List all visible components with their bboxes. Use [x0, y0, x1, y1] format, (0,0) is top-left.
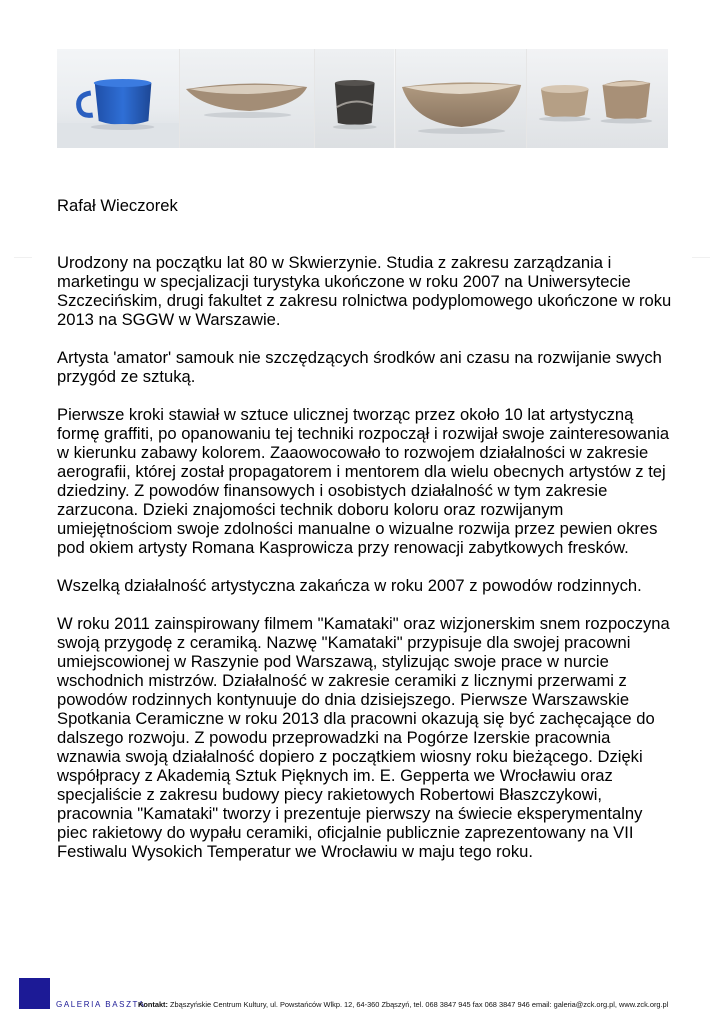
footer — [19, 978, 719, 1012]
photo-dark-cup — [315, 49, 394, 148]
photo-two-small-cups — [527, 49, 668, 148]
contact-label: Kontakt: — [138, 1000, 168, 1009]
photo-blue-cup — [57, 49, 179, 148]
margin-mark-right — [692, 257, 710, 258]
contact-details: Zbąszyńskie Centrum Kultury, ul. Powstańców Wlkp. 12, 64-360 Zbąszyń, tel. 068 3847 945 fax 068 3847 946 email: galeria@zck.org.pl, www.zck.org.pl — [170, 1000, 669, 1009]
photo-wide-clay-bowl — [396, 49, 526, 148]
galeria-baszta-logo-text: GALERIA BASZTA — [56, 1000, 146, 1009]
paragraph-ceramics: W roku 2011 zainspirowany filmem "Kamataki" oraz wizjonerskim snem rozpoczyna swoją przygodę z ceramiką. Nazwę "Kamataki" przypisuje dla swojej pracowni umiejscowionej w Raszynie pod Warszawą, stylizując swoje prace w nurcie wschodnich mistrzów. Działalność w zakresie ceramiki z licznymi przerwami z powodów rodzinnych kontynuuje do dnia dzisiejszego. Pierwsze Warszawskie Spotkania Ceramiczne w roku 2013 dla pracowni okazują się być zachęcające do dalszego rozwoju. Z powodu przeprowadzki na Pogórze Izerskie pracownia wznawia swoją działalność dopiero z początkiem wiosny roku bieżącego. Dzięki współpracy z Akademią Sztuk Pięknych im. E. Gepperta we Wrocławiu oraz specjaliście z zakresu budowy piecy rakietowych Robertowi Błaszczykowi, pracownia "Kamataki" tworzy i prezentuje pierwszy na świecie eksperymentalny piec rakietowy do wypału ceramiki, oficjalnie publicznie zaprezentowany na VII Festiwalu Wysokich Temperatur we Wrocławiu w maju tego roku. — [57, 614, 670, 861]
photo-flat-clay-bowl — [180, 49, 314, 148]
galeria-baszta-logo-square — [19, 978, 50, 1009]
author-name: Rafał Wieczorek — [57, 196, 178, 215]
contact-info — [138, 1000, 668, 1009]
article-body — [57, 196, 677, 880]
margin-mark-left — [14, 257, 32, 258]
paragraph-break: Wszelką działalność artystyczna zakańcza w roku 2007 z powodów rodzinnych. — [57, 576, 642, 595]
paragraph-amateur: Artysta 'amator' samouk nie szczędzących środków ani czasu na rozwijanie swych przygód ze sztuką. — [57, 348, 662, 386]
paragraph-bio: Urodzony na początku lat 80 w Skwierzynie. Studia z zakresu zarządzania i marketingu w specjalizacji turystyka ukończone w roku 2007 na Uniwersytecie Szczecińskim, drugi fakultet z zakresu rolnictwa podyplomowego ukończone w roku 2013 na SGGW w Warszawie. — [57, 253, 672, 329]
paragraph-graffiti: Pierwsze kroki stawiał w sztuce ulicznej tworząc przez około 10 lat artystyczną formę graffiti, po opanowaniu tej techniki rozpoczął i rozwijał swoje zainteresowania w kierunku zabawy kolorem. Zaaowocowało to rozwojem działalności w zakresie aerografii, której został propagatorem i mentorem dla wielu obecnych artystów z tej dziedziny. Z powodów finansowych i osobistych działalność w tym zakresie zarzucona. Dzieki znajomości technik doboru koloru oraz rozwijanym umiejętnościom swoje zdolności manualne o wizualne rozwija przez pewien okres pod okiem artysty Romana Kasprowicza przy renowacji zabytkowych fresków. — [57, 405, 670, 557]
ceramics-photo-banner — [57, 49, 668, 148]
